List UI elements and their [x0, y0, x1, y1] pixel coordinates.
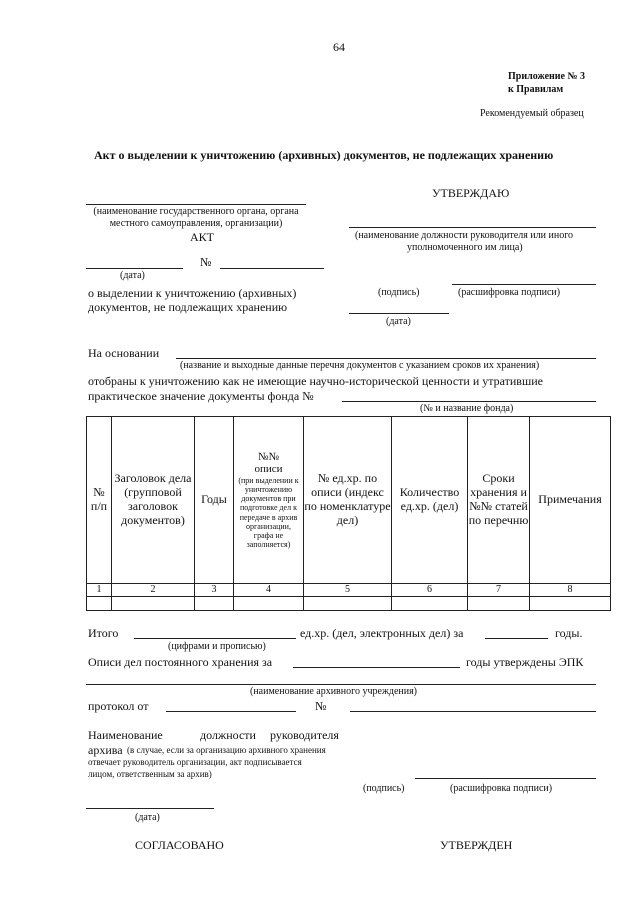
appendix-line-1: Приложение № 3	[508, 71, 586, 82]
approve-decoding-caption: (расшифровка подписи)	[458, 287, 561, 298]
col-number-8: 8	[530, 584, 611, 597]
bottom-signature-caption: (подпись)	[363, 783, 405, 794]
approve-date-line	[349, 313, 449, 314]
col-header-quantity: Количество ед.хр. (дел)	[392, 417, 468, 584]
inventories-label: Описи дел постоянного хранения за	[88, 655, 273, 669]
akt-number-sign: №	[200, 255, 212, 269]
org-caption-2: местного самоуправления, организации)	[109, 218, 283, 229]
agreed-title: СОГЛАСОВАНО	[135, 838, 224, 852]
protocol-date-line	[166, 711, 296, 712]
inventories-years-line	[293, 667, 460, 668]
approve-position-caption-1: (наименование должности руководителя или иного	[355, 230, 574, 241]
col-header-inventory-top: №№	[258, 450, 279, 463]
total-caption: (цифрами и прописью)	[168, 641, 266, 652]
approve-position-line	[349, 227, 596, 228]
protocol-label: протокол от	[88, 699, 149, 713]
fund-caption: (№ и название фонда)	[420, 403, 514, 414]
akt-subject-2: документов, не подлежащих хранению	[88, 300, 288, 314]
col-header-notes: Примечания	[530, 417, 611, 584]
total-units: ед.хр. (дел, электронных дел) за	[300, 626, 464, 640]
approve-date-caption: (дата)	[386, 316, 411, 327]
head-note-2: отвечает руководитель организации, акт подписывается	[88, 757, 302, 767]
recommended-sample: Рекомендуемый образец	[480, 108, 584, 119]
bottom-decoding-line	[415, 778, 596, 779]
fund-line	[342, 401, 596, 402]
col-number-3: 3	[195, 584, 234, 597]
approve-decoding-line	[452, 284, 596, 285]
selected-line-1: отобраны к уничтожению как не имеющие научно-исторической ценности и утратившие	[88, 374, 543, 388]
col-number-1: 1	[87, 584, 112, 597]
bottom-date-line	[86, 808, 214, 809]
approve-position-caption-2: уполномоченного им лица)	[407, 242, 523, 253]
total-amount-line	[134, 638, 296, 639]
col-header-terms: Сроки хранения и №№ статей по перечню	[468, 417, 530, 584]
archive-line	[86, 684, 596, 685]
head-position-word-1: Наименование	[88, 728, 163, 742]
table-row	[87, 596, 611, 610]
bottom-decoding-caption: (расшифровка подписи)	[450, 783, 553, 794]
akt-date-caption: (дата)	[120, 270, 145, 281]
col-number-5: 5	[304, 584, 392, 597]
protocol-number-line	[350, 711, 596, 712]
col-header-unit-number: № ед.хр. по описи (индекс по номенклатуре дел)	[304, 417, 392, 584]
col-header-inventory	[234, 417, 304, 584]
akt-label: АКТ	[190, 230, 214, 244]
total-years-line	[485, 638, 548, 639]
bottom-date-caption: (дата)	[135, 812, 160, 823]
epk-text: годы утверждены ЭПК	[466, 655, 584, 669]
akt-subject-1: о выделении к уничтожению (архивных)	[88, 286, 297, 300]
page-number: 64	[333, 40, 345, 54]
approved-title: УТВЕРЖДЕН	[440, 838, 513, 852]
basis-caption: (название и выходные данные перечня документов с указанием сроков их хранения)	[180, 360, 540, 371]
documents-table	[86, 416, 611, 611]
head-position-word-2: должности	[200, 728, 256, 742]
col-number-4: 4	[234, 584, 304, 597]
selected-line-2: практическое значение документы фонда №	[88, 389, 314, 403]
col-number-6: 6	[392, 584, 468, 597]
akt-number-line	[220, 268, 324, 269]
appendix-line-2: к Правилам	[508, 84, 564, 95]
basis-line	[176, 358, 596, 359]
total-years: годы.	[555, 626, 583, 640]
head-note-3: лицом, ответственным за архив)	[88, 769, 212, 779]
akt-date-line	[86, 268, 183, 269]
col-header-inventory-title: описи	[254, 463, 283, 476]
basis-label: На основании	[88, 346, 160, 360]
col-header-years: Годы	[195, 417, 234, 584]
col-header-number: № п/п	[87, 417, 112, 584]
archive-caption: (наименование архивного учреждения)	[250, 686, 418, 697]
col-header-inventory-note: (при выделении к уничтожению документов при подготовке дел к передаче в архив организации, графа не заполняется)	[238, 475, 299, 550]
org-name-line	[86, 204, 306, 205]
head-position-word-3: руководителя	[270, 728, 339, 742]
protocol-number-sign: №	[315, 699, 327, 713]
col-header-title: Заголовок дела (групповой заголовок документов)	[112, 417, 195, 584]
total-label: Итого	[88, 626, 119, 640]
head-position-word-4: архива	[88, 743, 123, 757]
col-number-7: 7	[468, 584, 530, 597]
approve-signature-caption: (подпись)	[378, 287, 420, 298]
head-note-1: (в случае, если за организацию архивного хранения	[127, 745, 326, 755]
col-number-2: 2	[112, 584, 195, 597]
approve-title: УТВЕРЖДАЮ	[432, 186, 510, 200]
document-title: Акт о выделении к уничтожению (архивных) документов, не подлежащих хранению	[94, 148, 554, 162]
org-caption-1: (наименование государственного органа, органа	[93, 206, 299, 217]
